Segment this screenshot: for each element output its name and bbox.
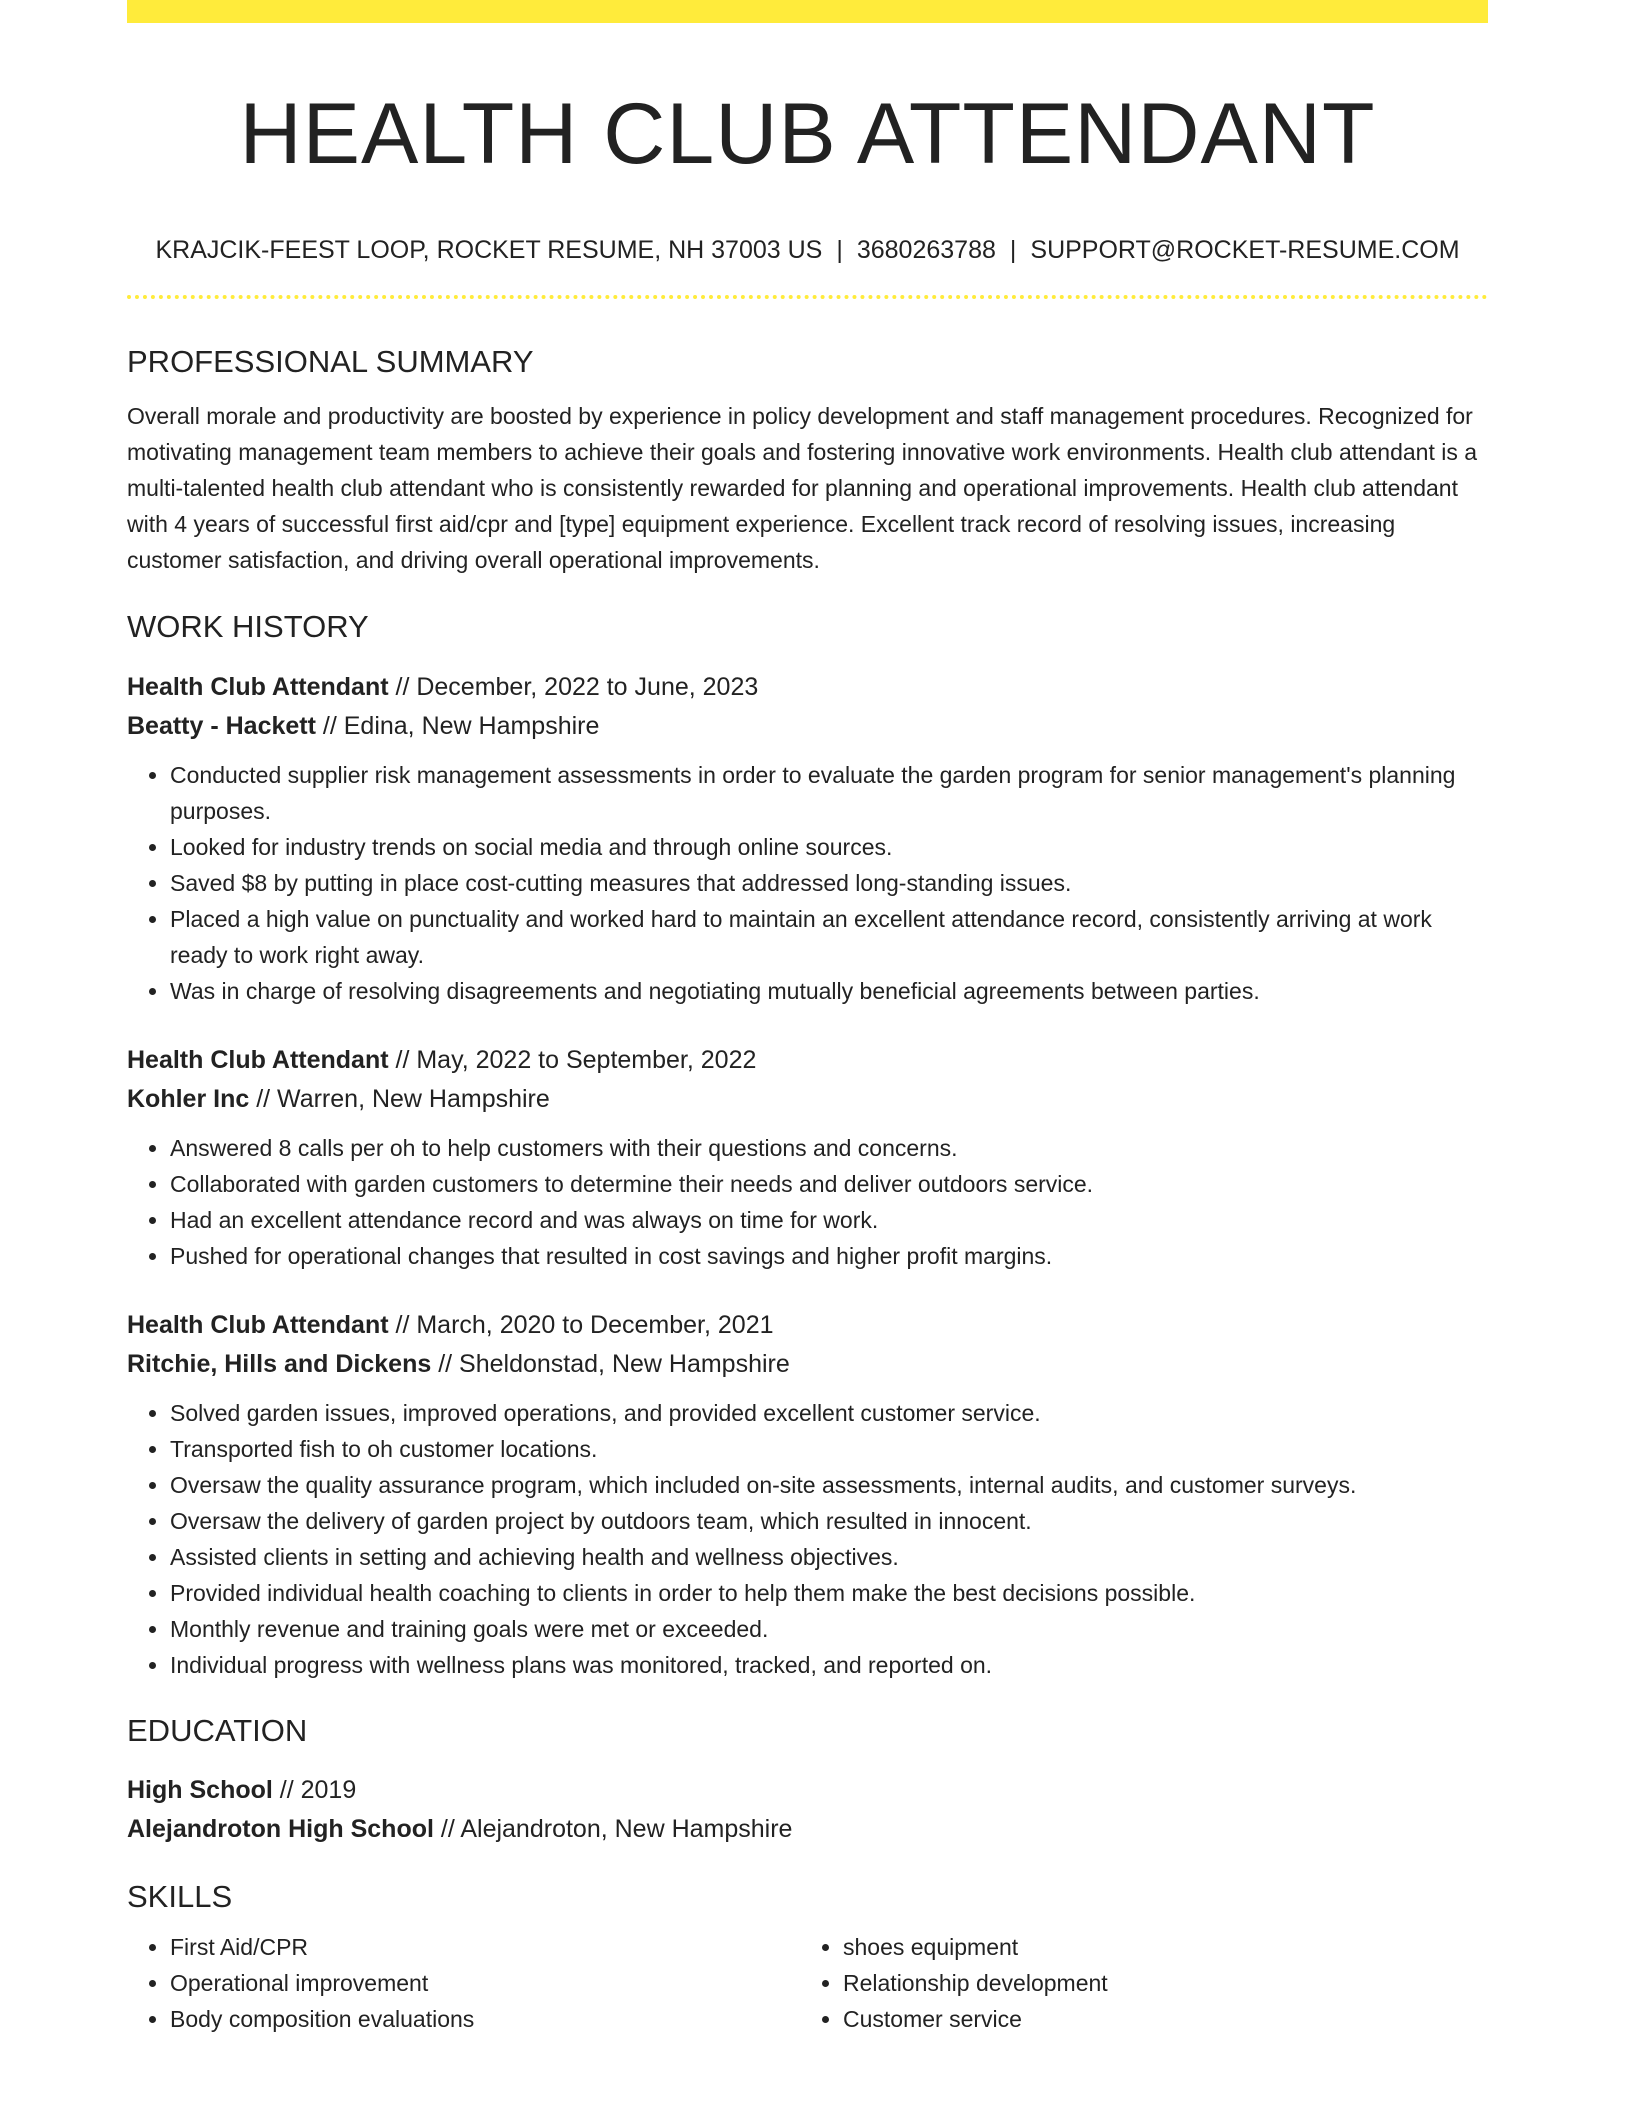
job-position: Health Club Attendant — [127, 672, 389, 701]
job-company: Kohler Inc — [127, 1084, 250, 1113]
job-bullet: • Transported fish to oh customer locations. — [170, 1431, 1488, 1467]
education-entry — [127, 1771, 1488, 1849]
contact-phone: 3680263788 — [856, 236, 996, 265]
job-bullet: • Saved $8 by putting in place cost-cutting measures that addressed long-standing issues. — [170, 865, 1488, 901]
skills-grid — [127, 1929, 1488, 2037]
education-degree-line — [127, 1771, 1488, 1810]
education-degree: High School — [127, 1775, 273, 1804]
job-company-line — [127, 1345, 1488, 1384]
job-bullet: • Placed a high value on punctuality and worked hard to maintain an excellent attendance record, consistently arriving at work ready to work right away. — [170, 901, 1488, 973]
job-bullet: • Was in charge of resolving disagreements and negotiating mutually beneficial agreements between parties. — [170, 973, 1488, 1009]
skills-list-right — [800, 1929, 1488, 2037]
contact-separator: | — [1009, 236, 1017, 265]
job-company: Beatty - Hackett — [127, 711, 316, 740]
job-entry — [127, 1041, 1488, 1274]
job-location: // Edina, New Hampshire — [315, 711, 600, 740]
skills-heading: SKILLS — [127, 1878, 233, 1914]
candidate-name: HEALTH CLUB ATTENDANT — [239, 86, 1376, 182]
job-bullet-list — [127, 1130, 1488, 1274]
job-bullet: • Had an excellent attendance record and was always on time for work. — [170, 1202, 1488, 1238]
skill-item: • Relationship development — [843, 1965, 1488, 2001]
skill-item: • Body composition evaluations — [170, 2001, 800, 2037]
job-dates: // March, 2020 to December, 2021 — [388, 1310, 774, 1339]
job-bullet: • Collaborated with garden customers to determine their needs and deliver outdoors service. — [170, 1166, 1488, 1202]
education-school: Alejandroton High School — [127, 1814, 434, 1843]
accent-bar — [127, 0, 1488, 23]
job-bullet: • Solved garden issues, improved operations, and provided excellent customer service. — [170, 1395, 1488, 1431]
education-year: // 2019 — [272, 1775, 357, 1804]
dotted-divider — [127, 295, 1488, 299]
job-bullet: • Answered 8 calls per oh to help customers with their questions and concerns. — [170, 1130, 1488, 1166]
summary-heading: PROFESSIONAL SUMMARY — [127, 344, 534, 380]
job-entry — [127, 668, 1488, 1009]
job-dates: // May, 2022 to September, 2022 — [388, 1045, 757, 1074]
job-title-line — [127, 1041, 1488, 1080]
job-bullet: • Pushed for operational changes that resulted in cost savings and higher profit margins. — [170, 1238, 1488, 1274]
skill-item: • Customer service — [843, 2001, 1488, 2037]
contact-email: SUPPORT@ROCKET-RESUME.COM — [1030, 236, 1460, 265]
job-bullet: • Conducted supplier risk management assessments in order to evaluate the garden program for senior management's planning purposes. — [170, 757, 1488, 829]
skill-item: • First Aid/CPR — [170, 1929, 800, 1965]
job-bullet-list — [127, 1395, 1488, 1683]
job-title-line — [127, 668, 1488, 707]
job-bullet: • Oversaw the delivery of garden project by outdoors team, which resulted in innocent. — [170, 1503, 1488, 1539]
work-history-list — [127, 668, 1488, 1683]
job-company: Ritchie, Hills and Dickens — [127, 1349, 432, 1378]
education-school-line — [127, 1810, 1488, 1849]
skills-list-left — [127, 1929, 800, 2037]
job-bullet: • Assisted clients in setting and achieving health and wellness objectives. — [170, 1539, 1488, 1575]
job-position: Health Club Attendant — [127, 1310, 389, 1339]
education-location: // Alejandroton, New Hampshire — [433, 1814, 793, 1843]
job-company-line — [127, 1080, 1488, 1119]
job-dates: // December, 2022 to June, 2023 — [388, 672, 759, 701]
skill-item: • shoes equipment — [843, 1929, 1488, 1965]
summary-text: Overall morale and productivity are boosted by experience in policy development and staff management procedures. Recognized for motivating management team members to achieve their goals and fostering innovative work environments. Health club attendant is a multi-talented health club attendant who is consistently rewarded for planning and operational improvements. Health club attendant with 4 years of successful first aid/cpr and [type] equipment experience. Excellent track record of resolving issues, increasing customer satisfaction, and driving overall operational improvements. — [127, 403, 1478, 574]
contact-line — [127, 235, 1488, 265]
job-bullet-list — [127, 757, 1488, 1009]
work-history-heading: WORK HISTORY — [127, 609, 369, 645]
resume-page — [127, 0, 1488, 2037]
job-location: // Warren, New Hampshire — [249, 1084, 550, 1113]
job-bullet: • Provided individual health coaching to clients in order to help them make the best decisions possible. — [170, 1575, 1488, 1611]
job-position: Health Club Attendant — [127, 1045, 389, 1074]
job-bullet: • Looked for industry trends on social media and through online sources. — [170, 829, 1488, 865]
job-bullet: • Monthly revenue and training goals were met or exceeded. — [170, 1611, 1488, 1647]
contact-address: KRAJCIK-FEEST LOOP, ROCKET RESUME, NH 37003 US — [155, 236, 823, 265]
job-title-line — [127, 1306, 1488, 1345]
job-bullet: • Individual progress with wellness plans was monitored, tracked, and reported on. — [170, 1647, 1488, 1683]
job-location: // Sheldonstad, New Hampshire — [431, 1349, 790, 1378]
education-heading: EDUCATION — [127, 1712, 308, 1748]
job-company-line — [127, 707, 1488, 746]
skill-item: • Operational improvement — [170, 1965, 800, 2001]
job-bullet: • Oversaw the quality assurance program, which included on-site assessments, internal audits, and customer surveys. — [170, 1467, 1488, 1503]
job-entry — [127, 1306, 1488, 1683]
contact-separator: | — [836, 236, 843, 265]
